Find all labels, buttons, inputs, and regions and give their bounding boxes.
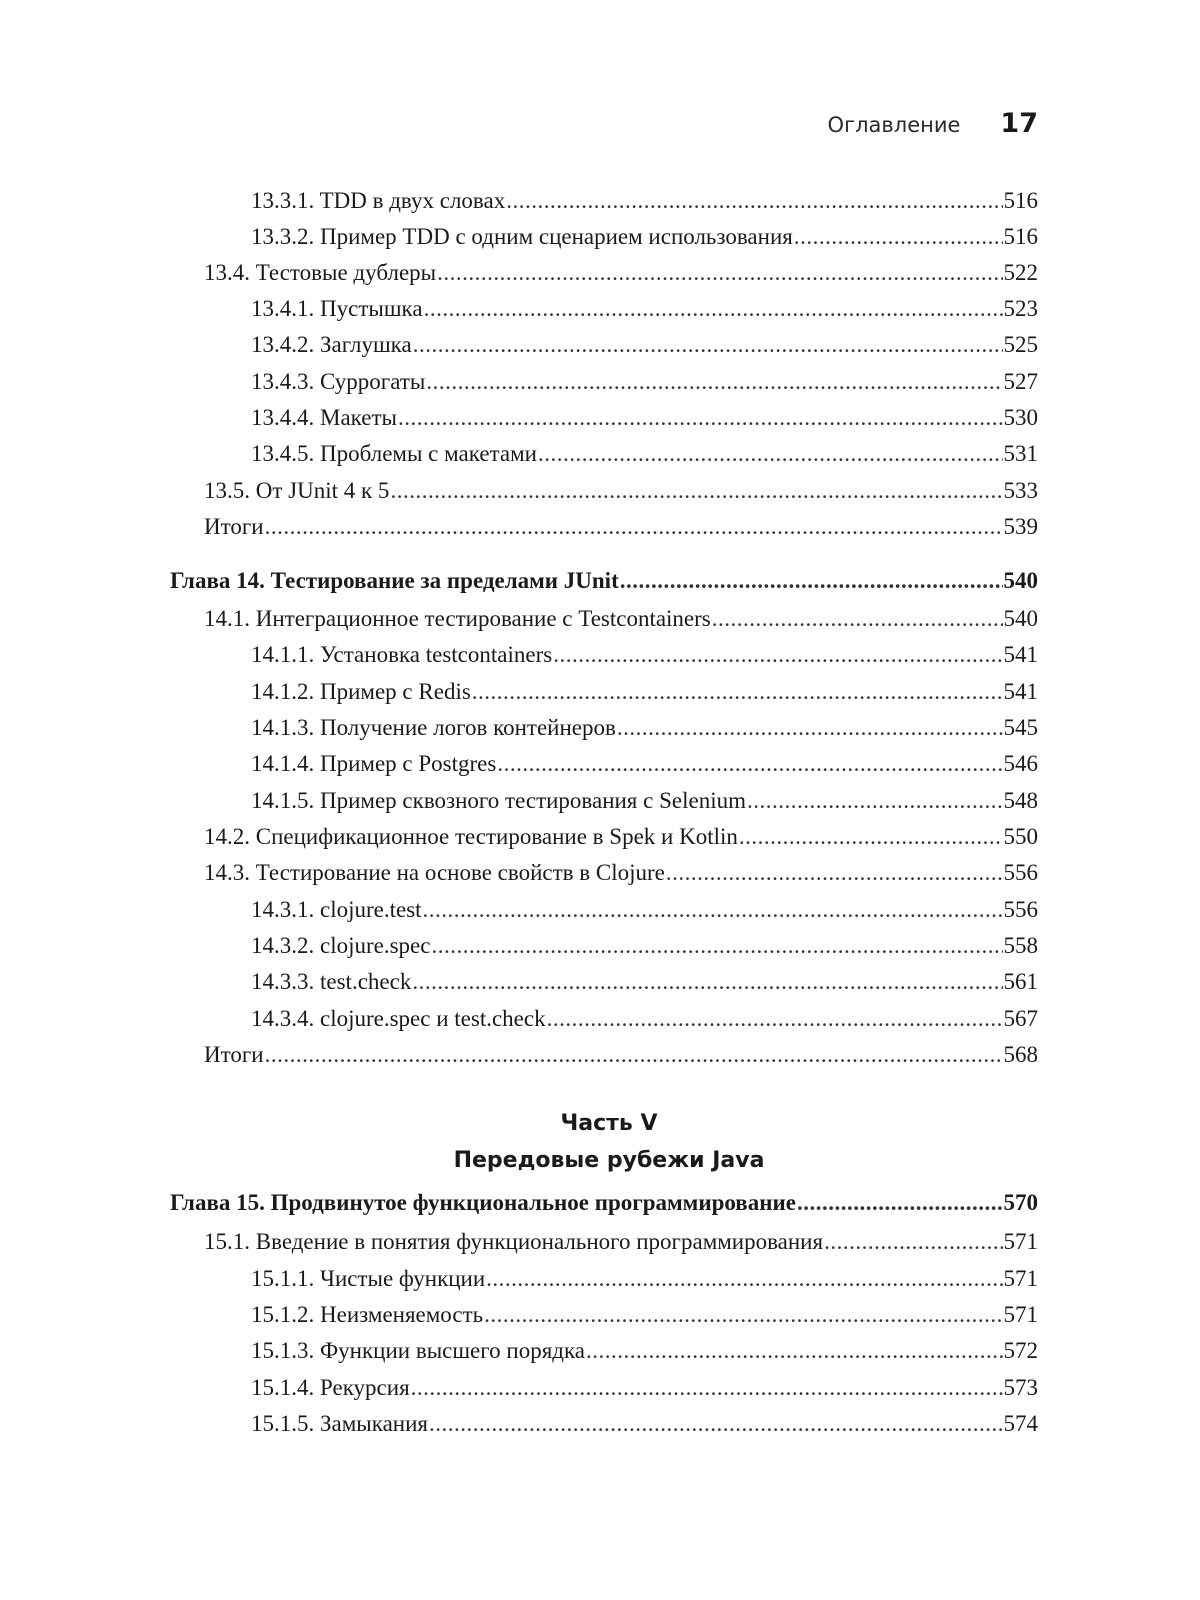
toc-entry-page: 540 bbox=[1003, 606, 1038, 631]
toc-leader-dots bbox=[538, 439, 1003, 469]
toc-entry[interactable] bbox=[251, 749, 1038, 779]
toc-entry-page: 530 bbox=[1003, 405, 1038, 430]
toc-entry-title: Глава 14. Тестирование за пределами JUnit bbox=[170, 568, 619, 593]
toc-leader-dots bbox=[431, 931, 1002, 961]
toc-leader-dots bbox=[486, 1264, 1002, 1294]
toc-entry-title: 14.3.2. clojure.spec bbox=[251, 933, 431, 958]
toc-entry[interactable] bbox=[251, 1264, 1038, 1294]
toc-entry-title: 14.1.4. Пример с Postgres bbox=[251, 751, 497, 776]
toc-entry-title: 14.1.2. Пример с Redis bbox=[251, 679, 471, 704]
toc-entry-title: 14.1. Интеграционное тестирование с Testcontainers bbox=[204, 606, 711, 631]
toc-entry-page: 572 bbox=[1003, 1338, 1038, 1363]
toc-entry[interactable] bbox=[204, 512, 1038, 542]
toc-entry[interactable] bbox=[204, 604, 1038, 634]
toc-entry[interactable] bbox=[204, 1227, 1038, 1257]
toc-entry-page: 522 bbox=[1003, 260, 1038, 285]
toc-entry-page: 546 bbox=[1003, 751, 1038, 776]
part-label: Часть V bbox=[560, 1111, 658, 1136]
toc-leader-dots bbox=[484, 1300, 1002, 1330]
toc-entry[interactable] bbox=[251, 713, 1038, 743]
toc-entry-title: 14.3.1. clojure.test bbox=[251, 897, 422, 922]
toc-entry-page: 571 bbox=[1003, 1266, 1038, 1291]
toc-entry-page: 570 bbox=[1003, 1190, 1038, 1215]
toc-entry-page: 533 bbox=[1003, 478, 1038, 503]
toc-entry-page: 568 bbox=[1003, 1042, 1038, 1067]
running-header bbox=[828, 108, 1038, 139]
toc-entry-page: 556 bbox=[1003, 860, 1038, 885]
toc-entry-page: 561 bbox=[1003, 969, 1038, 994]
toc-leader-dots bbox=[586, 1336, 1002, 1366]
toc-entry[interactable] bbox=[251, 439, 1038, 469]
toc-entry-page: 527 bbox=[1003, 369, 1038, 394]
toc-leader-dots bbox=[424, 294, 1003, 324]
toc-entry-title: 13.4.5. Проблемы с макетами bbox=[251, 441, 537, 466]
toc-entry-page: 550 bbox=[1003, 824, 1038, 849]
toc-entry[interactable] bbox=[204, 1040, 1038, 1070]
toc-entry-title: 13.4.3. Суррогаты bbox=[251, 369, 426, 394]
toc-entry-page: 516 bbox=[1003, 188, 1038, 213]
toc-entry-page: 571 bbox=[1003, 1302, 1038, 1327]
toc-leader-dots bbox=[797, 1188, 1003, 1218]
toc-entry-title: 15.1.5. Замыкания bbox=[251, 1411, 428, 1436]
toc-entry-title: Итоги bbox=[204, 1042, 264, 1067]
toc-entry-title: 15.1.2. Неизменяемость bbox=[251, 1302, 484, 1327]
toc-entry-title: 15.1. Введение в понятия функционального программирования bbox=[204, 1229, 824, 1254]
toc-entry-title: 13.4. Тестовые дублеры bbox=[204, 260, 437, 285]
toc-leader-dots bbox=[553, 640, 1002, 670]
toc-leader-dots bbox=[390, 476, 1002, 506]
toc-entry[interactable] bbox=[251, 1300, 1038, 1330]
toc-entry-title: 13.4.1. Пустышка bbox=[251, 296, 423, 321]
toc-entry-page: 567 bbox=[1003, 1006, 1038, 1031]
toc-entry[interactable] bbox=[251, 294, 1038, 324]
toc-leader-dots bbox=[666, 858, 1003, 888]
toc-entry-page: 545 bbox=[1003, 715, 1038, 740]
toc-entry-title: 14.3. Тестирование на основе свойств в Clojure bbox=[204, 860, 665, 885]
toc-entry-page: 574 bbox=[1003, 1411, 1038, 1436]
toc-entry-title: 14.1.5. Пример сквозного тестирования с Selenium bbox=[251, 788, 746, 813]
toc-entry[interactable] bbox=[251, 1004, 1038, 1034]
toc-entry-title: 14.1.1. Установка testcontainers bbox=[251, 642, 553, 667]
toc-entry-page: 516 bbox=[1003, 224, 1038, 249]
toc-entry[interactable] bbox=[204, 476, 1038, 506]
toc-leader-dots bbox=[547, 1004, 1003, 1034]
page-number: 17 bbox=[1000, 108, 1038, 139]
toc-leader-dots bbox=[265, 1040, 1003, 1070]
toc-entry[interactable] bbox=[251, 1409, 1038, 1439]
toc-entry-title: 14.3.4. clojure.spec и test.check bbox=[251, 1006, 546, 1031]
part-heading bbox=[0, 1105, 1200, 1179]
toc-entry-page: 539 bbox=[1003, 514, 1038, 539]
toc-entry[interactable] bbox=[251, 967, 1038, 997]
toc-entry[interactable] bbox=[251, 367, 1038, 397]
toc-entry-page: 531 bbox=[1003, 441, 1038, 466]
toc-chapter-entry[interactable] bbox=[170, 566, 1038, 596]
toc-entry-title: 13.4.4. Макеты bbox=[251, 405, 397, 430]
part-title: Передовые рубежи Java bbox=[453, 1148, 765, 1173]
toc-entry-title: Глава 15. Продвинутое функциональное программирование bbox=[170, 1190, 796, 1215]
running-title: Оглавление bbox=[827, 113, 961, 137]
toc-entry[interactable] bbox=[251, 222, 1038, 252]
toc-entry-page: 573 bbox=[1003, 1375, 1038, 1400]
toc-entry-page: 523 bbox=[1003, 296, 1038, 321]
toc-entry[interactable] bbox=[251, 330, 1038, 360]
toc-leader-dots bbox=[398, 403, 1003, 433]
toc-entry[interactable] bbox=[251, 895, 1038, 925]
toc-entry-title: 13.4.2. Заглушка bbox=[251, 332, 412, 357]
toc-leader-dots bbox=[412, 967, 1002, 997]
toc-entry-page: 556 bbox=[1003, 897, 1038, 922]
toc-leader-dots bbox=[426, 367, 1002, 397]
toc-leader-dots bbox=[824, 1227, 1002, 1257]
toc-leader-dots bbox=[265, 512, 1003, 542]
toc-entry-title: 13.3.2. Пример TDD с одним сценарием использования bbox=[251, 224, 793, 249]
toc-entry[interactable] bbox=[251, 677, 1038, 707]
toc-leader-dots bbox=[712, 604, 1003, 634]
toc-leader-dots bbox=[506, 186, 1002, 216]
toc-chapter-entry[interactable] bbox=[170, 1188, 1038, 1218]
toc-leader-dots bbox=[413, 330, 1003, 360]
toc-entry-title: 13.3.1. TDD в двух словах bbox=[251, 188, 506, 213]
toc-entry[interactable] bbox=[251, 1336, 1038, 1366]
toc-entry[interactable] bbox=[251, 186, 1038, 216]
toc-leader-dots bbox=[429, 1409, 1003, 1439]
toc-entry-page: 525 bbox=[1003, 332, 1038, 357]
toc-entry[interactable] bbox=[251, 1373, 1038, 1403]
toc-entry-page: 541 bbox=[1003, 642, 1038, 667]
toc-entry[interactable] bbox=[204, 858, 1038, 888]
toc-entry-title: 15.1.1. Чистые функции bbox=[251, 1266, 486, 1291]
toc-leader-dots bbox=[497, 749, 1002, 779]
toc-entry-page: 541 bbox=[1003, 679, 1038, 704]
toc-entry[interactable] bbox=[251, 931, 1038, 961]
toc-entry[interactable] bbox=[251, 640, 1038, 670]
toc-entry[interactable] bbox=[251, 403, 1038, 433]
toc-leader-dots bbox=[437, 258, 1002, 288]
toc-entry[interactable] bbox=[251, 786, 1038, 816]
toc-leader-dots bbox=[617, 713, 1003, 743]
toc-entry[interactable] bbox=[204, 258, 1038, 288]
toc-entry-title: 15.1.4. Рекурсия bbox=[251, 1375, 410, 1400]
toc-leader-dots bbox=[739, 822, 1003, 852]
toc-entry-title: 15.1.3. Функции высшего порядка bbox=[251, 1338, 586, 1363]
toc-leader-dots bbox=[794, 222, 1003, 252]
toc-entry-page: 558 bbox=[1003, 933, 1038, 958]
toc-leader-dots bbox=[411, 1373, 1003, 1403]
toc-entry-title: 13.5. От JUnit 4 к 5 bbox=[204, 478, 390, 503]
toc-entry-page: 540 bbox=[1003, 568, 1038, 593]
toc-leader-dots bbox=[423, 895, 1003, 925]
toc-entry[interactable] bbox=[204, 822, 1038, 852]
toc-leader-dots bbox=[620, 566, 1003, 596]
toc-leader-dots bbox=[747, 786, 1003, 816]
toc-entry-title: Итоги bbox=[204, 514, 264, 539]
toc-entry-title: 14.3.3. test.check bbox=[251, 969, 412, 994]
toc-leader-dots bbox=[472, 677, 1003, 707]
toc-entry-page: 548 bbox=[1003, 788, 1038, 813]
toc-entry-title: 14.1.3. Получение логов контейнеров bbox=[251, 715, 616, 740]
toc-entry-title: 14.2. Спецификационное тестирование в Spek и Kotlin bbox=[204, 824, 738, 849]
toc-entry-page: 571 bbox=[1003, 1229, 1038, 1254]
